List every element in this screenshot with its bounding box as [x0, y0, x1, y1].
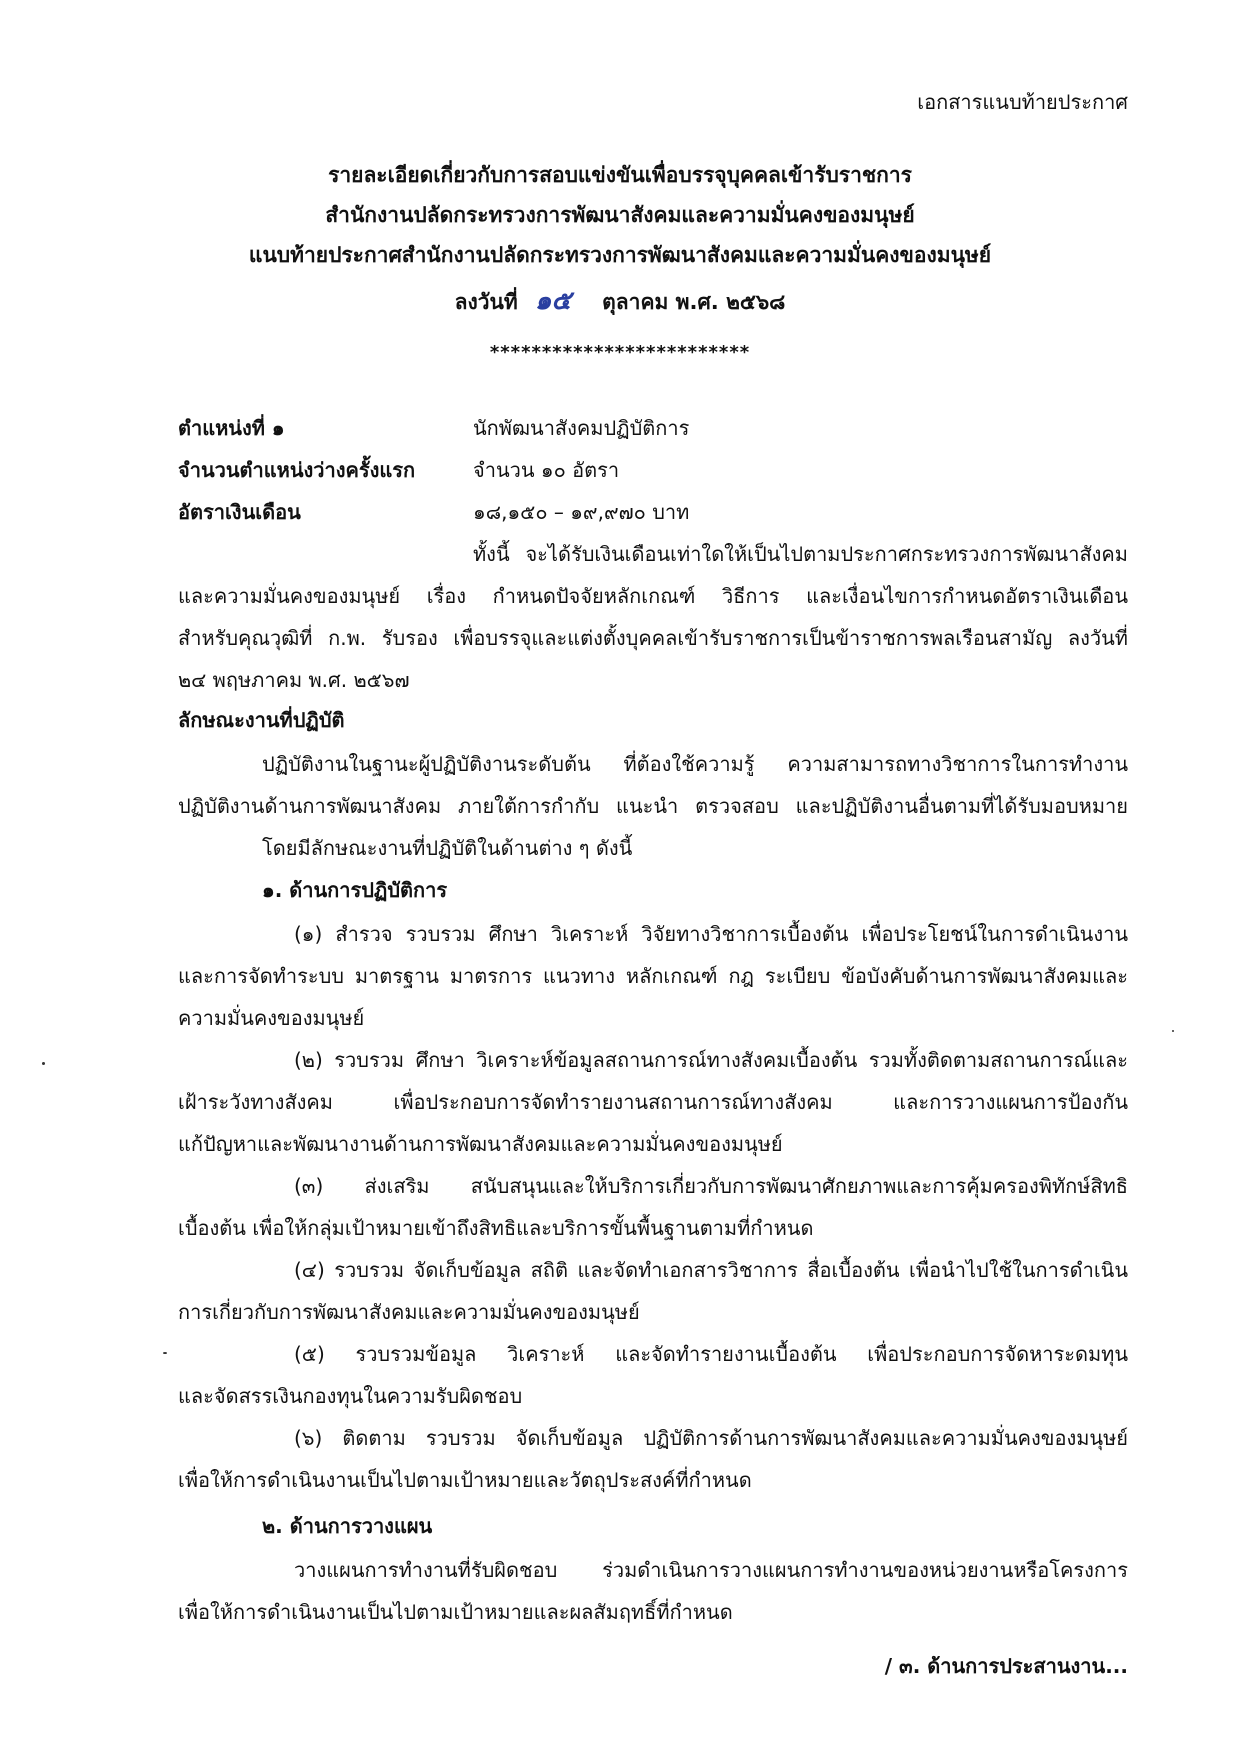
section1-item6-line-2: เพื่อให้การดำเนินงานเป็นไปตามเป้าหมายและวัตถุประสงค์ที่กำหนด: [178, 1468, 752, 1492]
position-value: นักพัฒนาสังคมปฏิบัติการ: [473, 416, 690, 440]
date-day-handwritten: ๑๕: [534, 286, 572, 316]
salary-value: ๑๘,๑๕๐ – ๑๙,๙๗๐ บาท: [473, 500, 690, 524]
vacancy-value: จำนวน ๑๐ อัตรา: [473, 458, 620, 482]
position-label: ตำแหน่งที่ ๑: [178, 416, 285, 440]
section1-item4-line-1: (๔) รวบรวม จัดเก็บข้อมูล สถิติ และจัดทำเอกสารวิชาการ สื่อเบื้องต้น เพื่อนำไปใช้ในการดำเนิน: [294, 1258, 1128, 1282]
section1-item1-line-3: ความมั่นคงของมนุษย์: [178, 1006, 365, 1030]
date-prefix: ลงวันที่: [454, 290, 518, 314]
salary-note-line-4: ๒๔ พฤษภาคม พ.ศ. ๒๕๖๗: [178, 668, 410, 692]
scan-speck: [42, 1062, 45, 1065]
scan-speck: [163, 1352, 167, 1354]
section1-item2-line-3: แก้ปัญหาและพัฒนางานด้านการพัฒนาสังคมและความมั่นคงของมนุษย์: [178, 1132, 783, 1156]
section2-line-1: วางแผนการทำงานที่รับผิดชอบ ร่วมดำเนินการวางแผนการทำงานของหน่วยงานหรือโครงการ: [294, 1558, 1128, 1582]
section1-item1-line-2: และการจัดทำระบบ มาตรฐาน มาตรการ แนวทาง หลักเกณฑ์ กฎ ระเบียบ ข้อบังคับด้านการพัฒนาสังคมและ: [178, 964, 1128, 988]
section1-item4-line-2: การเกี่ยวกับการพัฒนาสังคมและความมั่นคงของมนุษย์: [178, 1300, 640, 1324]
section1-item2-line-1: (๒) รวบรวม ศึกษา วิเคราะห์ข้อมูลสถานการณ์ทางสังคมเบื้องต้น รวมทั้งติดตามสถานการณ์และ: [294, 1048, 1128, 1072]
job-nature-line-2: ปฏิบัติงานด้านการพัฒนาสังคม ภายใต้การกำกับ แนะนำ ตรวจสอบ และปฏิบัติงานอื่นตามที่ได้รับมอบหมาย: [178, 794, 1128, 818]
date-suffix: ตุลาคม พ.ศ. ๒๕๖๘: [602, 290, 786, 314]
section1-heading: ๑. ด้านการปฏิบัติการ: [262, 878, 448, 902]
section1-item5-line-1: (๕) รวบรวมข้อมูล วิเคราะห์ และจัดทำรายงานเบื้องต้น เพื่อประกอบการจัดหาระดมทุน: [294, 1342, 1128, 1366]
title-line-3: แนบท้ายประกาศสำนักงานปลัดกระทรวงการพัฒนาสังคมและความมั่นคงของมนุษย์: [248, 243, 992, 267]
job-nature-heading: ลักษณะงานที่ปฏิบัติ: [178, 708, 345, 732]
attachment-label: เอกสารแนบท้ายประกาศ: [917, 90, 1128, 114]
section1-item2-line-2: เฝ้าระวังทางสังคม เพื่อประกอบการจัดทำรายงานสถานการณ์ทางสังคม และการวางแผนการป้องกัน: [178, 1090, 1128, 1114]
section1-item6-line-1: (๖) ติดตาม รวบรวม จัดเก็บข้อมูล ปฏิบัติการด้านการพัฒนาสังคมและความมั่นคงของมนุษย์: [294, 1426, 1128, 1450]
title-line-1: รายละเอียดเกี่ยวกับการสอบแข่งขันเพื่อบรรจุบุคคลเข้ารับราชการ: [328, 163, 912, 187]
section2-line-2: เพื่อให้การดำเนินงานเป็นไปตามเป้าหมายและผลสัมฤทธิ์ที่กำหนด: [178, 1600, 733, 1624]
job-nature-line-1: ปฏิบัติงานในฐานะผู้ปฏิบัติงานระดับต้น ที่ต้องใช้ความรู้ ความสามารถทางวิชาการในการทำงาน: [262, 752, 1128, 776]
salary-label: อัตราเงินเดือน: [178, 500, 301, 524]
separator: *************************: [489, 342, 751, 363]
salary-note-line-2: และความมั่นคงของมนุษย์ เรื่อง กำหนดปัจจัยหลักเกณฑ์ วิธีการ และเงื่อนไขการกำหนดอัตราเงินเดือน: [178, 584, 1128, 608]
title-line-2: สำนักงานปลัดกระทรวงการพัฒนาสังคมและความมั่นคงของมนุษย์: [325, 203, 915, 227]
job-nature-line-3: โดยมีลักษณะงานที่ปฏิบัติในด้านต่าง ๆ ดังนี้: [262, 836, 633, 860]
salary-note-line-1: ทั้งนี้ จะได้รับเงินเดือนเท่าใดให้เป็นไปตามประกาศกระทรวงการพัฒนาสังคม: [473, 542, 1128, 566]
section1-item5-line-2: และจัดสรรเงินกองทุนในความรับผิดชอบ: [178, 1384, 523, 1408]
continuation-note: / ๓. ด้านการประสานงาน...: [884, 1654, 1128, 1678]
section1-item1-line-1: (๑) สำรวจ รวบรวม ศึกษา วิเคราะห์ วิจัยทางวิชาการเบื้องต้น เพื่อประโยชน์ในการดำเนินงาน: [294, 922, 1128, 946]
section1-item3-line-1: (๓) ส่งเสริม สนับสนุนและให้บริการเกี่ยวกับการพัฒนาศักยภาพและการคุ้มครองพิทักษ์สิทธิ: [294, 1174, 1128, 1198]
section1-item3-line-2: เบื้องต้น เพื่อให้กลุ่มเป้าหมายเข้าถึงสิทธิและบริการขั้นพื้นฐานตามที่กำหนด: [178, 1216, 814, 1240]
scan-speck: [1172, 1030, 1174, 1032]
salary-note-line-3: สำหรับคุณวุฒิที่ ก.พ. รับรอง เพื่อบรรจุและแต่งตั้งบุคคลเข้ารับราชการเป็นข้าราชการพลเรือนสามัญ ลงวันที่: [178, 626, 1128, 650]
date-line: [0, 280, 1240, 321]
section2-heading: ๒. ด้านการวางแผน: [262, 1514, 433, 1538]
vacancy-label: จำนวนตำแหน่งว่างครั้งแรก: [178, 458, 416, 482]
